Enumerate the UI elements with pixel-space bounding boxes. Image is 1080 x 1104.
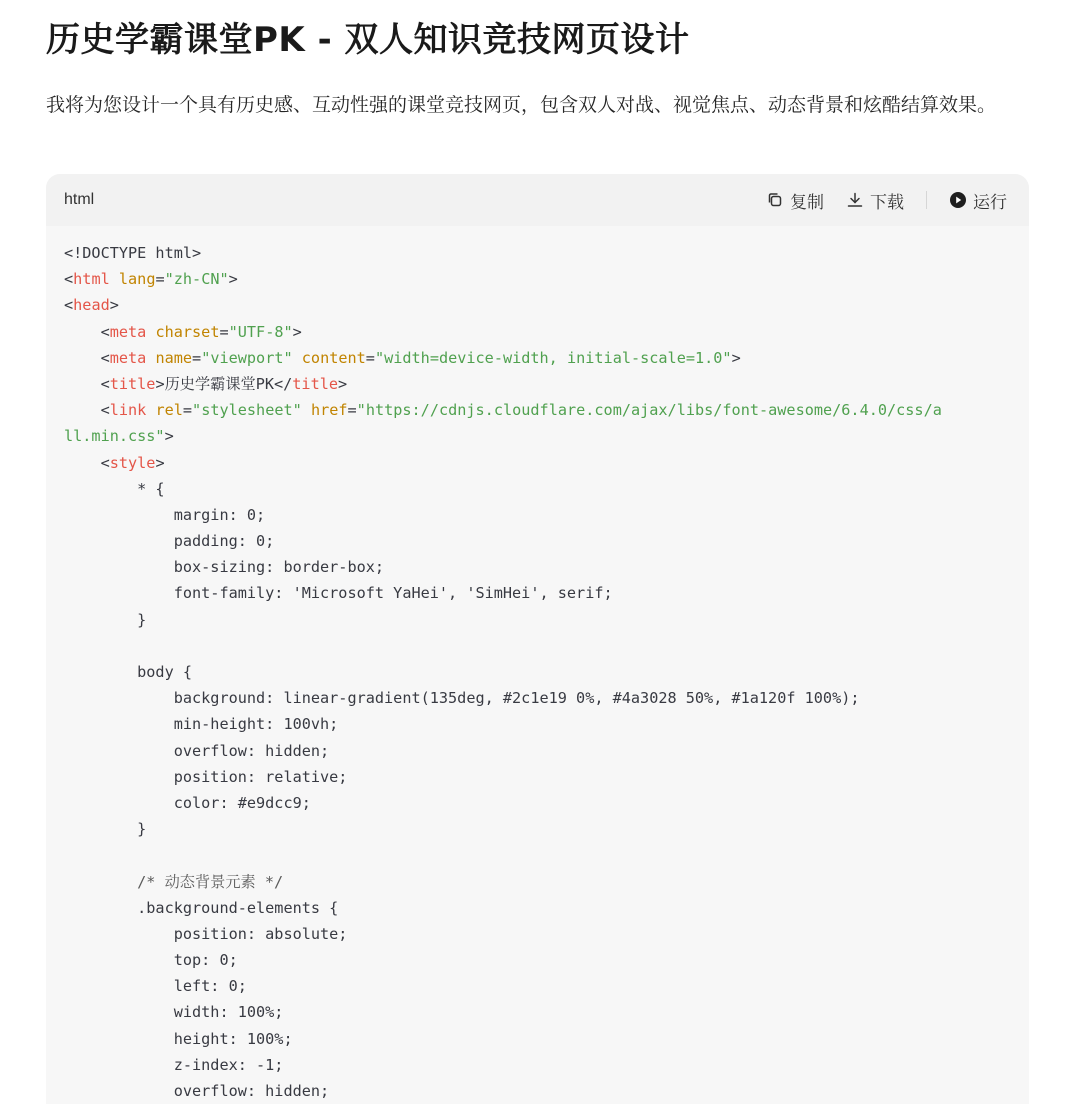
code-token: position: relative; [64,767,348,786]
code-token: * { [64,479,165,498]
code-line [64,554,1029,580]
code-token: > [731,348,741,367]
code-token: overflow: hidden; [64,741,330,760]
code-line [64,869,1029,895]
code-line [64,371,1029,397]
code-line [64,1026,1029,1052]
code-token: body { [64,663,193,681]
code-content [46,226,1029,1104]
code-token: > [109,296,119,315]
code-token: "width=device-width, initial-scale=1.0" [374,348,732,367]
intro-paragraph: 我将为您设计一个具有历史感、互动性强的课堂竞技网页，包含双人对战、视觉焦点、动态背景和炫酷结算效果。 [46,94,997,116]
code-token: meta [109,322,147,341]
run-label: 运行 [973,192,1007,213]
run-button[interactable] [949,188,1007,213]
code-token [302,401,311,419]
copy-label: 复制 [790,192,824,213]
download-icon [846,191,864,209]
code-line [64,450,1029,476]
code-line [64,292,1029,318]
code-token: > [164,427,174,446]
code-token: < [64,322,110,341]
code-line [64,711,1029,737]
code-line [64,947,1029,973]
code-line [64,1052,1029,1078]
code-token: head [73,296,110,315]
code-token: left: 0; [64,977,247,996]
code-token: margin: 0; [64,505,266,524]
code-token: padding: 0; [64,532,275,551]
code-token: html [73,270,110,289]
code-line [64,345,1029,371]
code-token: <!DOCTYPE html> [64,244,202,262]
download-button[interactable] [846,188,904,213]
code-token [293,349,302,367]
code-token: href [310,401,348,420]
code-token: width: 100%; [64,1003,284,1022]
code-token: = [182,401,193,420]
code-token: lang [118,270,156,289]
code-line [64,738,1029,764]
code-token: overflow: hidden; [64,1082,330,1100]
download-label: 下载 [870,192,904,213]
code-line [64,764,1029,790]
code-language-label: html [64,191,95,208]
code-line [64,528,1029,554]
code-token: name [155,348,193,367]
code-line [64,999,1029,1025]
code-token: .background-elements { [64,898,339,917]
code-token: "UTF-8" [228,322,293,341]
code-token: rel [155,401,183,420]
code-token: /* 动态背景元素 */ [64,872,284,891]
code-token: = [192,348,202,367]
code-token: = [155,270,165,289]
code-token: box-sizing: border-box; [64,558,385,577]
code-token: z-index: -1; [64,1055,284,1074]
code-block-header [46,174,1029,226]
code-line [64,921,1029,947]
code-token: > [338,374,348,393]
code-token: height: 100%; [64,1029,293,1048]
toolbar-divider [926,191,927,209]
code-token: style [109,453,156,472]
code-token: > [292,322,302,341]
code-token: = [347,401,357,420]
code-token: "zh-CN" [164,270,229,289]
code-token [110,270,119,288]
code-line [64,502,1029,528]
code-token: position: absolute; [64,924,348,943]
code-token: } [64,820,147,839]
code-token: < [64,348,110,367]
code-token: < [64,296,74,315]
code-token: < [64,374,110,393]
code-token: link [109,401,147,420]
code-token: "https://cdnjs.cloudflare.com/ajax/libs/font-awesome/6.4.0/css/a [356,401,942,420]
copy-button[interactable] [766,188,824,213]
code-token: font-family: 'Microsoft YaHei', 'SimHei', serif; [64,584,613,603]
code-token: meta [109,348,147,367]
code-line [64,397,1029,423]
code-token: < [64,270,74,289]
code-token: } [64,610,147,629]
code-token: top: 0; [64,951,238,970]
code-token: >历史学霸课堂PK</ [155,374,293,393]
code-line [64,607,1029,633]
code-token: min-height: 100vh; [64,715,339,734]
code-line [64,659,1029,685]
code-line [64,240,1029,266]
code-line [64,816,1029,842]
code-token: < [64,453,110,472]
page-content [46,0,1030,1100]
code-token: "stylesheet" [192,401,302,420]
page-title: 历史学霸课堂PK - 双人知识竞技网页设计 [46,20,690,60]
code-token: charset [155,322,220,341]
code-token: content [301,348,366,367]
code-line [64,842,1029,868]
code-line [64,319,1029,345]
code-block [46,174,1029,1104]
code-toolbar [766,188,1007,213]
code-line [64,476,1029,502]
code-token: > [228,270,238,289]
code-line [64,580,1029,606]
play-icon [949,191,967,209]
code-line [64,895,1029,921]
code-token: title [292,374,338,393]
code-line [64,633,1029,659]
code-token: > [155,453,165,472]
code-token: < [64,401,110,420]
copy-icon [766,191,784,209]
code-line [64,266,1029,292]
code-token: title [109,374,156,393]
code-token: "viewport" [201,348,293,367]
code-token: = [219,322,229,341]
code-line [64,685,1029,711]
code-token: background: linear-gradient(135deg, #2c1e19 0%, #4a3028 50%, #1a120f 100%); [64,689,860,708]
code-token: color: #e9dcc9; [64,793,311,812]
code-token: ll.min.css" [64,427,165,446]
code-line [64,973,1029,999]
code-line [64,423,1029,449]
code-token: = [365,348,375,367]
code-line [64,790,1029,816]
code-line [64,1078,1029,1104]
